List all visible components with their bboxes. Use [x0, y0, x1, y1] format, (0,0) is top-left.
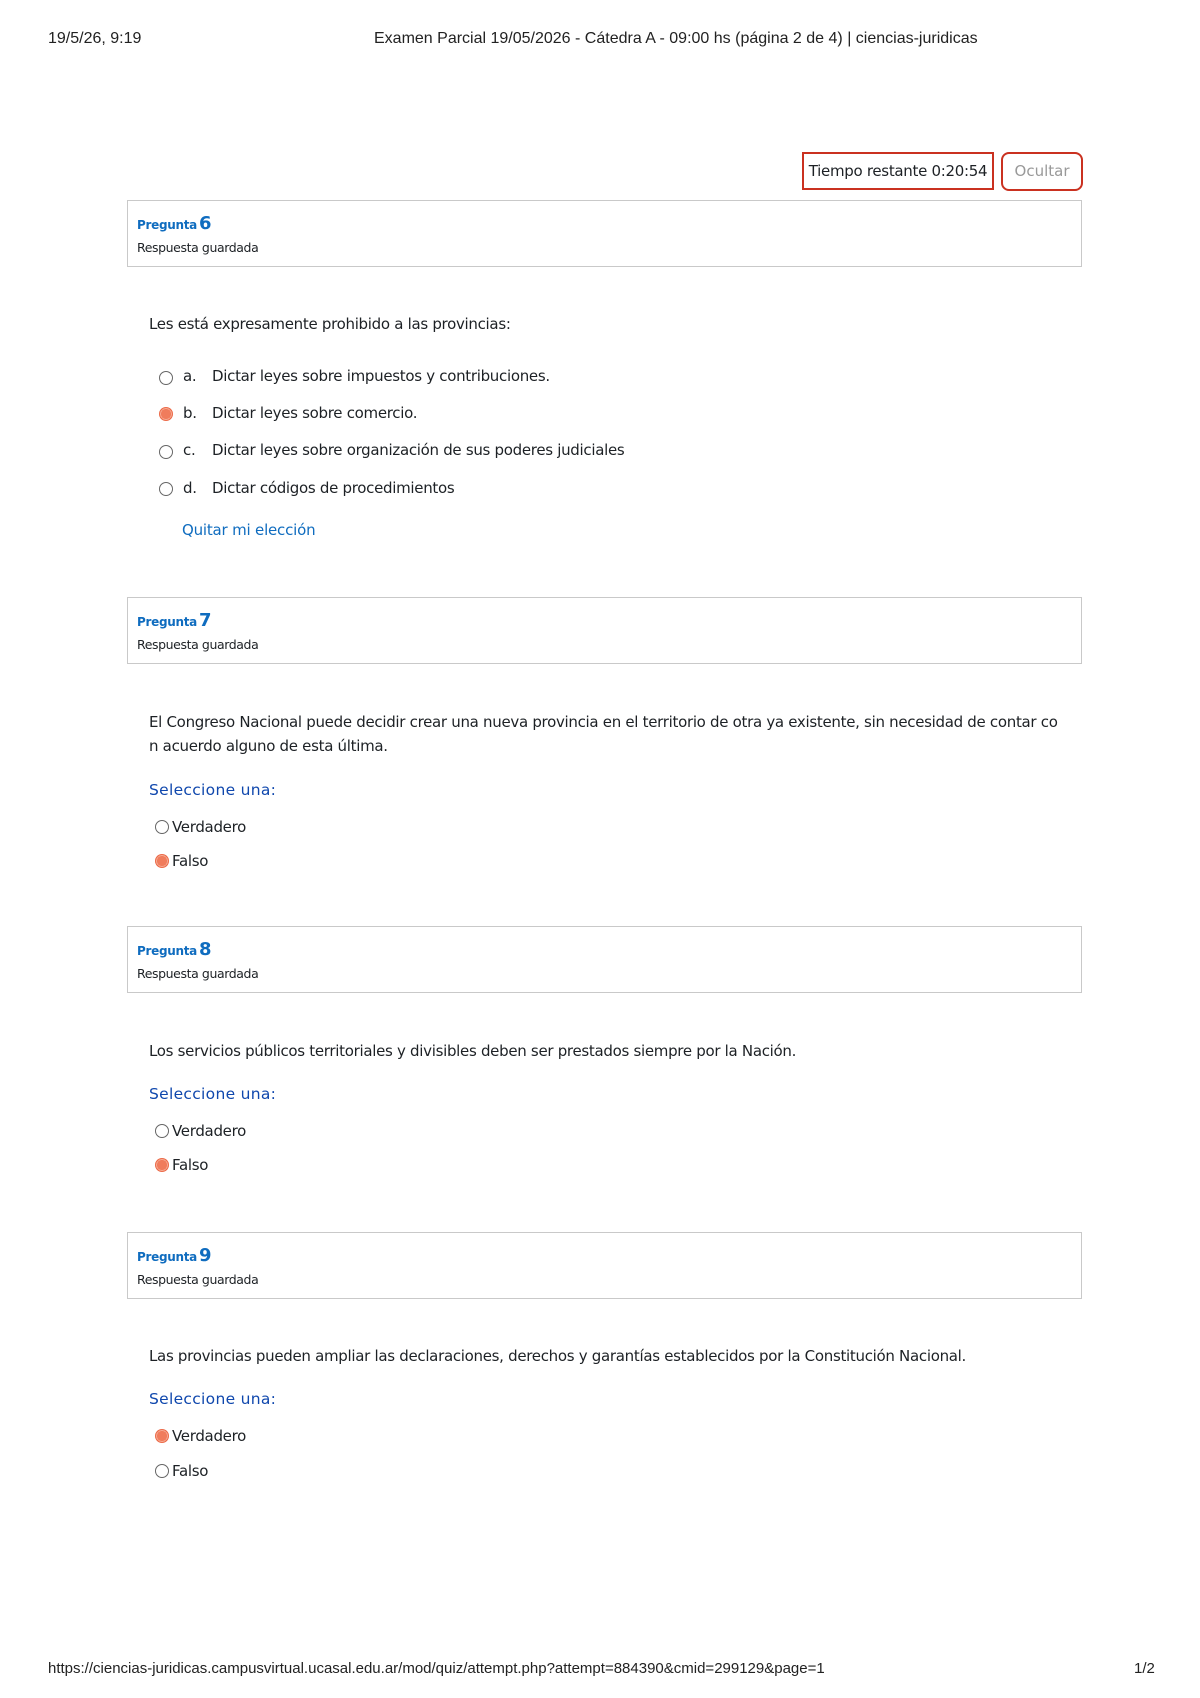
question-9-title: Pregunta 9 — [137, 1245, 212, 1266]
print-page-title: Examen Parcial 19/05/2026 - Cátedra A - 09:00 hs (página 2 de 4) | ciencias-juridicas — [374, 30, 978, 47]
print-page-number: 1/2 — [1134, 1660, 1155, 1677]
print-datetime: 19/5/26, 9:19 — [48, 30, 142, 47]
option-label[interactable]: Dictar leyes sobre comercio. — [212, 404, 418, 422]
radio-button-selected[interactable] — [155, 854, 169, 868]
hide-timer-button[interactable]: Ocultar — [1001, 152, 1083, 191]
question-6-status: Respuesta guardada — [137, 240, 259, 255]
question-8-header — [127, 926, 1082, 993]
question-6-text: Les está expresamente prohibido a las provincias: — [149, 315, 511, 333]
option-label[interactable]: Falso — [172, 1156, 209, 1174]
option-label[interactable]: Verdadero — [172, 1122, 247, 1140]
question-8-text: Los servicios públicos territoriales y divisibles deben ser prestados siempre por la Nación. — [149, 1042, 797, 1060]
option-label[interactable]: Dictar leyes sobre organización de sus poderes judiciales — [212, 441, 625, 459]
question-7-text-line-2: n acuerdo alguno de esta última. — [149, 737, 388, 755]
question-9-header — [127, 1232, 1082, 1299]
time-remaining: Tiempo restante 0:20:54 — [802, 152, 994, 190]
radio-button[interactable] — [159, 445, 173, 459]
option-label[interactable]: Verdadero — [172, 1427, 247, 1445]
question-7-title: Pregunta 7 — [137, 610, 212, 631]
question-9-select-label: Seleccione una: — [149, 1390, 277, 1408]
option-label[interactable]: Dictar leyes sobre impuestos y contribuciones. — [212, 367, 550, 385]
radio-button-selected[interactable] — [155, 1158, 169, 1172]
question-7-header — [127, 597, 1082, 664]
radio-button[interactable] — [155, 820, 169, 834]
clear-choice-link[interactable]: Quitar mi elección — [182, 521, 316, 539]
radio-button[interactable] — [159, 482, 173, 496]
option-label[interactable]: Falso — [172, 1462, 209, 1480]
radio-button[interactable] — [155, 1124, 169, 1138]
question-6-title: Pregunta 6 — [137, 213, 212, 234]
question-8-status: Respuesta guardada — [137, 966, 259, 981]
radio-button[interactable] — [159, 371, 173, 385]
question-6-header — [127, 200, 1082, 267]
question-9-text: Las provincias pueden ampliar las declaraciones, derechos y garantías establecidos por la Constitución Nacional. — [149, 1347, 966, 1365]
question-9-status: Respuesta guardada — [137, 1272, 259, 1287]
print-url: https://ciencias-juridicas.campusvirtual.ucasal.edu.ar/mod/quiz/attempt.php?attempt=884390&cmid=299129&page=1 — [48, 1660, 825, 1677]
question-8-select-label: Seleccione una: — [149, 1085, 277, 1103]
option-label[interactable]: Dictar códigos de procedimientos — [212, 479, 455, 497]
option-label[interactable]: Falso — [172, 852, 209, 870]
option-label[interactable]: Verdadero — [172, 818, 247, 836]
radio-button[interactable] — [155, 1464, 169, 1478]
radio-button-selected[interactable] — [159, 407, 173, 421]
question-7-text-line-1: El Congreso Nacional puede decidir crear una nueva provincia en el territorio de otra ya existente, sin necesidad de contar co — [149, 713, 1058, 731]
question-7-select-label: Seleccione una: — [149, 781, 277, 799]
question-8-title: Pregunta 8 — [137, 939, 212, 960]
radio-button-selected[interactable] — [155, 1429, 169, 1443]
question-7-status: Respuesta guardada — [137, 637, 259, 652]
